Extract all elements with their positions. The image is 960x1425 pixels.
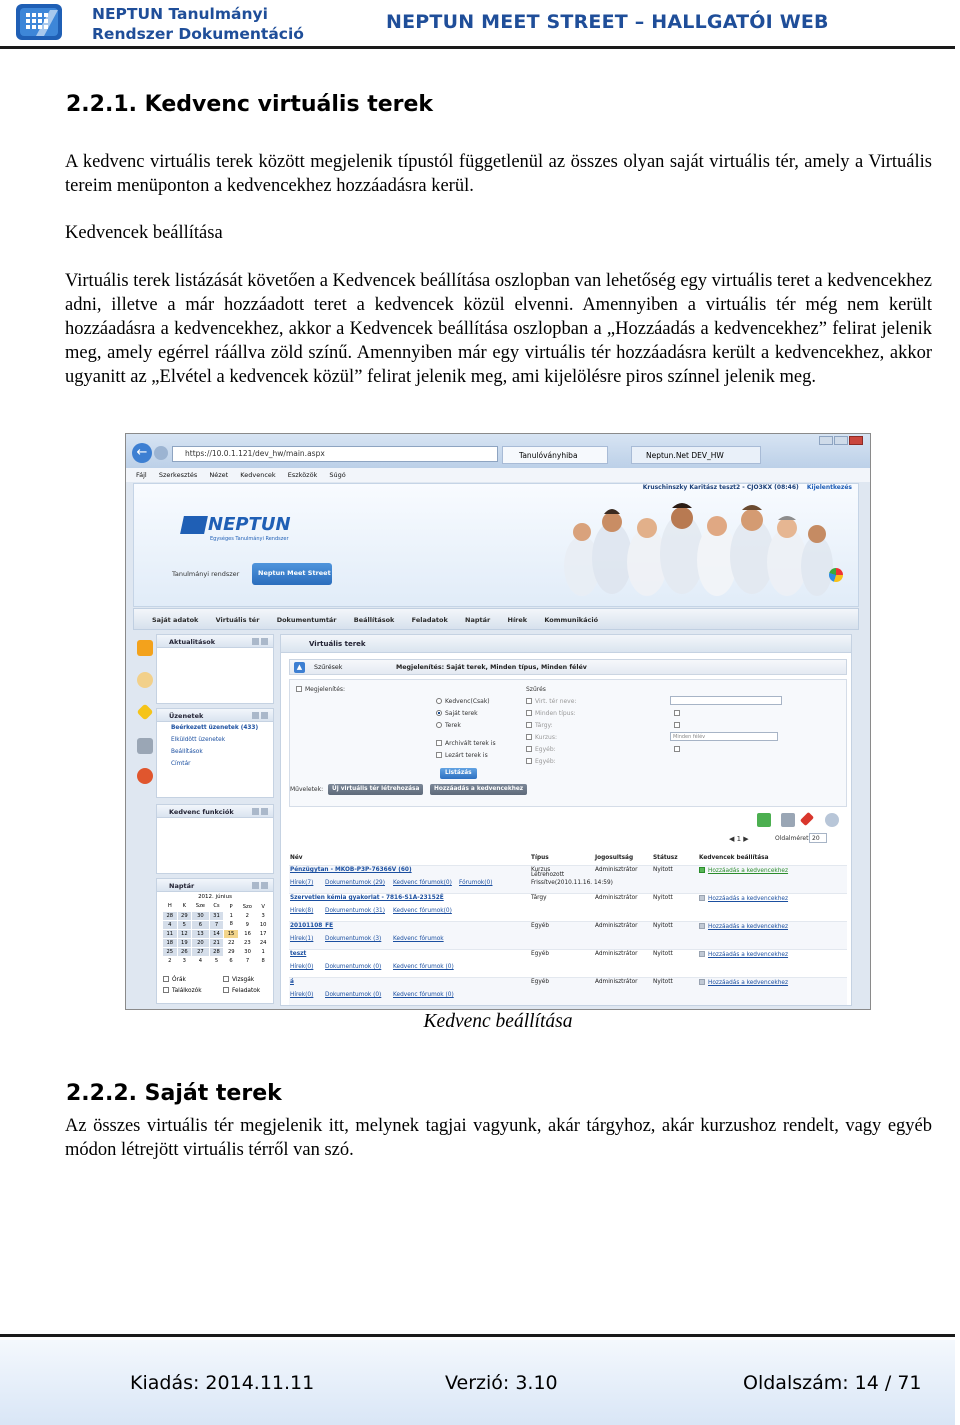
main-menu-item: Dokumentumtár (276, 616, 337, 624)
calendar-day: 28 (163, 911, 178, 920)
calendar-box (156, 878, 274, 1004)
filter-meetings (159, 986, 202, 997)
row-link-docs: Dokumentumok (3) (325, 936, 382, 942)
menu-edit: Szerkesztés (158, 471, 198, 479)
row-created: Létrehozott (531, 872, 565, 878)
browser-toolbar (126, 434, 870, 468)
col-right: Jogosultság (595, 855, 634, 861)
radio-spaces (436, 722, 461, 729)
calendar-day: 10 (259, 921, 267, 928)
address-bar: https://10.0.1.121/dev_hw/main.aspx (172, 446, 498, 462)
row-status: Nyitott (653, 923, 673, 929)
menu-favorites: Kedvencek (240, 471, 276, 479)
weekday: V (261, 903, 265, 910)
calendar-day-today: 15 (224, 929, 239, 938)
messages-box-title (157, 709, 273, 722)
row-name: 20101108_FE (290, 923, 334, 929)
section2-body: Az összes virtuális tér megjelenik itt, melynek tagjai vagyunk, akár tárgyhoz, akár kurzushoz rendelt, vagy egyéb módon létrejött virtuális térről van szó. (65, 1116, 932, 1160)
field-course (526, 734, 557, 741)
messages-sent-link: Elküldött üzenetek (171, 737, 226, 743)
left-column (156, 634, 274, 1004)
display-label (296, 686, 345, 693)
news-title: Aktualitások (169, 638, 216, 646)
calendar-day: 18 (163, 938, 178, 947)
row-name: á (290, 979, 294, 985)
calendar-day: 28 (209, 947, 224, 956)
user-info (643, 484, 852, 494)
section1-body: Virtuális terek listázását követően a Kedvencek beállítása oszlopban van lehetőség egy virtuális teret a kedvencekhez adni, illetve a már hozzáadott teret a kedvencek közül elvenni. Amennyiben a virtuális tér még nem került hozzáadásra a kedvencekhez, akkor a Kedvencek beállítása oszlopban a „Hozzáadás a kedvencekhez” felirat jelenik meg, amely egérrel ráállva zöld színű. Amennyiben már egy virtuális tér hozzáadásra került a kedvencekhez, akkor ugyanitt az „Elvétel a kedvencek közül” felirat jelenik meg, ami kijelölésre piros színnel jelenik meg. (65, 271, 933, 387)
calendar-day: 1 (229, 912, 233, 919)
filter-summary: Megjelenítés: Saját terek, Minden típus, Minden félév (396, 664, 587, 671)
filter-label: Feladatok (232, 988, 261, 994)
search-section-label: Szűrés (526, 686, 546, 693)
favorite-toggle-label: Hozzáadás a kedvencekhez (708, 952, 789, 958)
calendar-day: 6 (229, 957, 233, 964)
calendar-day: 5 (177, 920, 192, 929)
messages-title: Üzenetek (169, 712, 204, 720)
row-link-news: Hírek(1) (290, 936, 314, 942)
filter-label: Órák (172, 977, 186, 983)
calendar-day: 24 (259, 939, 267, 946)
table-row (289, 949, 847, 977)
field-label: Tárgy: (535, 722, 553, 729)
favorite-functions-title (157, 805, 273, 818)
field-label: Minden típus: (535, 710, 576, 717)
menu-help: Súgó (329, 471, 346, 479)
row-right: Adminisztrátor (595, 867, 638, 873)
virtual-spaces-panel (280, 634, 852, 1006)
row-type: Egyéb (531, 923, 550, 929)
field-other-2 (526, 758, 556, 765)
field-space-name (526, 698, 576, 705)
messages-inbox-link: Beérkezett üzenetek (433) (171, 725, 259, 731)
calendar-day: 31 (209, 911, 224, 920)
calendar-day: 30 (244, 948, 251, 955)
semester-select: Minden félév (670, 732, 778, 741)
favorite-toggle-label: Hozzáadás a kedvencekhez (708, 868, 789, 874)
header-divider (0, 46, 955, 49)
favorite-toggle-icon (699, 979, 705, 985)
calendar-day: 11 (163, 929, 178, 938)
calendar-day: 19 (177, 938, 192, 947)
row-favorite-toggle (699, 867, 788, 874)
user-name: Kruschinszky Karitász teszt2 - CJO3KX (642, 484, 773, 491)
main-menu-item: Naptár (465, 616, 491, 624)
people-photo-icon (552, 496, 838, 596)
row-link-fav-forums: Kedvenc fórumok (0) (393, 992, 454, 998)
collapse-up-icon: ▲ (294, 662, 305, 673)
calendar-day: 2 (245, 912, 249, 919)
weekday: Cs (213, 903, 220, 910)
field-subject (526, 722, 553, 729)
excel-export-icon (757, 813, 771, 827)
favorite-toggle-icon (699, 895, 705, 901)
list-button: Listázás (440, 768, 477, 779)
news-box-title (157, 635, 273, 648)
row-right: Adminisztrátor (595, 979, 638, 985)
header-doc-title (92, 4, 304, 44)
calendar-day: 29 (177, 911, 192, 920)
browser-tab-neptun: Neptun.Net DEV_HW (631, 446, 761, 464)
field-label: Kurzus: (535, 734, 558, 741)
calendar-day: 26 (177, 947, 192, 956)
calendar-day: 8 (229, 921, 233, 928)
calendar-day: 30 (192, 911, 210, 920)
calendar-day: 16 (244, 930, 251, 937)
row-name: teszt (290, 951, 307, 957)
weekday: K (182, 903, 187, 910)
table-row (289, 977, 847, 1005)
row-favorite-toggle (699, 923, 788, 930)
calendar-month: 2012. június (198, 894, 232, 900)
field-type (526, 710, 576, 717)
add-favorite-button: Hozzáadás a kedvencekhez (430, 784, 527, 795)
row-right: Adminisztrátor (595, 895, 638, 901)
calendar-day: 7 (209, 920, 224, 929)
calendar-day: 2 (168, 957, 172, 964)
row-right: Adminisztrátor (595, 923, 638, 929)
calendar-grid (162, 902, 270, 965)
filter-exams (219, 975, 254, 986)
field-other (526, 746, 556, 753)
favorite-toggle-label: Hozzáadás a kedvencekhez (708, 924, 789, 930)
row-link-news: Hírek(8) (290, 908, 314, 914)
calendar-day: 4 (163, 920, 178, 929)
calendar-day: 8 (261, 957, 265, 964)
calendar-day: 9 (245, 921, 249, 928)
row-status: Nyitott (653, 979, 673, 985)
calendar-day: 20 (192, 938, 210, 947)
row-link-news: Hírek(0) (290, 964, 314, 970)
calendar-day: 12 (177, 929, 192, 938)
weekday: H (167, 903, 172, 910)
panel-title: Virtuális terek (281, 635, 851, 653)
row-name: Pénzügytan - MKOB-P3P-76366V (60) (290, 867, 412, 873)
row-link-news: Hírek(7) (290, 880, 314, 886)
section1-intro: A kedvenc virtuális terek között megjelenik típustól függetlenül az összes olyan saját virtuális tér, amely a Virtuális tereim menüponton a kedvencekhez hozzáadásra kerül. (65, 152, 932, 196)
home-icon (137, 672, 153, 688)
logout-link: Kijelentkezés (806, 484, 852, 491)
row-name: Szervetlen kémia gyakorlat - 7816-S1A-23152É (290, 895, 444, 901)
footer-version: Verzió: 3.10 (445, 1372, 558, 1394)
news-box (156, 634, 274, 704)
row-link-docs: Dokumentumok (0) (325, 964, 382, 970)
nav-tanulmanyi-rendszer: Tanulmányi rendszer (172, 570, 240, 578)
favorite-toggle-icon (699, 923, 705, 929)
calendar-day: 27 (192, 947, 210, 956)
messages-settings-link: Beállítások (171, 749, 203, 755)
row-type: Tárgy (531, 895, 547, 901)
favorite-functions-box (156, 804, 274, 874)
actions-label: Műveletek: (290, 786, 324, 793)
calendar-day: 23 (244, 939, 251, 946)
magnifier-icon (825, 813, 839, 827)
row-link-fav-forums: Kedvenc fórumok (393, 936, 444, 942)
weekday: Szo (242, 903, 252, 910)
table-row (289, 893, 847, 921)
filter-label: Találkozók (172, 988, 202, 994)
row-favorite-toggle (699, 895, 788, 902)
filter-form (289, 679, 847, 807)
logo-wordmark: NEPTUN (208, 514, 291, 535)
favorite-toggle-icon (699, 867, 705, 873)
menu-file: Fájl (136, 471, 147, 479)
calendar-day: 25 (163, 947, 178, 956)
header-title-line1: NEPTUN Tanulmányi (92, 5, 268, 23)
footer-divider (0, 1334, 955, 1337)
logo-subtitle: Egységes Tanulmányi Rendszer (210, 536, 289, 542)
filter-label: Szűrések (314, 664, 343, 671)
row-link-docs: Dokumentumok (0) (325, 992, 382, 998)
row-link-fav-forums: Kedvenc fórumok(0) (393, 908, 452, 914)
row-type: Egyéb (531, 979, 550, 985)
calendar-day: 5 (214, 957, 219, 964)
field-label: Egyéb: (535, 746, 556, 753)
nav-meet-street: Neptun Meet Street (252, 563, 332, 585)
calendar-title (157, 879, 273, 892)
main-menu-item: Beállítások (353, 616, 395, 624)
news-icon (137, 640, 153, 656)
section-heading-2-2-1: 2.2.1. Kedvenc virtuális terek (66, 92, 434, 117)
radio-label: Terek (445, 722, 461, 729)
menu-tools: Eszközök (287, 471, 318, 479)
row-link-fav-forums: Kedvenc fórumok(0) (393, 880, 452, 886)
row-link-forums: Fórumok(0) (459, 880, 493, 886)
calendar-icon (137, 738, 153, 754)
main-menu-item: Hírek (507, 616, 528, 624)
row-updated: Frissítve(2010.11.16. 14:59) (531, 880, 613, 886)
type-checkbox (674, 710, 680, 716)
calendar-day: 1 (261, 948, 265, 955)
header-module-title: NEPTUN MEET STREET – HALLGATÓI WEB (386, 11, 829, 33)
page-size-label: Oldalméret (775, 835, 809, 842)
pie-chart-icon (829, 568, 843, 582)
filter-classes (159, 975, 186, 986)
calendar-day: 22 (227, 939, 235, 946)
row-link-fav-forums: Kedvenc fórumok (0) (393, 964, 454, 970)
favorite-toggle-icon (699, 951, 705, 957)
page-footer (0, 1340, 955, 1425)
main-menu-item: Feladatok (411, 616, 448, 624)
calendar-day: 7 (245, 957, 250, 964)
main-menu-item: Saját adatok (152, 616, 199, 624)
row-type: Egyéb (531, 951, 550, 957)
check-archived (436, 740, 496, 747)
footer-release: Kiadás: 2014.11.11 (130, 1372, 315, 1394)
calendar-day: 3 (182, 957, 186, 964)
weekday: P (229, 903, 233, 910)
row-type: Kurzus (531, 867, 551, 873)
row-favorite-toggle (699, 951, 788, 958)
chat-icon (137, 768, 153, 784)
row-status: Nyitott (653, 951, 673, 957)
radio-favorites (436, 698, 490, 705)
neptun-logo-icon (14, 2, 64, 42)
row-link-news: Hírek(0) (290, 992, 314, 998)
page-header (0, 0, 960, 50)
radio-own-spaces (436, 710, 478, 717)
col-name: Név (290, 855, 303, 861)
calendar-day: 6 (192, 920, 210, 929)
calendar-day: 17 (259, 930, 267, 937)
figure-caption: Kedvenc beállítása (423, 1011, 573, 1032)
calendar-day: 14 (209, 929, 224, 938)
print-icon (781, 813, 795, 827)
back-arrow-icon: ← (132, 443, 152, 463)
page-size-row (289, 833, 847, 847)
filter-tasks (219, 986, 260, 997)
display-label-text: Megjelenítés: (305, 686, 346, 693)
subject-checkbox (674, 722, 680, 728)
row-status: Nyitott (653, 895, 673, 901)
browser-tab-error: Tanulóványhiba (502, 446, 608, 464)
radio-label: Saját terek (445, 710, 478, 717)
pin-icon (800, 812, 814, 826)
footer-page-number: Oldalszám: 14 / 71 (743, 1372, 922, 1394)
check-label: Lezárt terek is (445, 752, 488, 759)
page-size-select: 20 (809, 833, 827, 843)
menu-view: Nézet (209, 471, 229, 479)
messages-directory-link: Címtár (171, 761, 191, 767)
neptun-site-logo (182, 514, 294, 540)
forward-arrow-icon (154, 446, 168, 460)
header-title-line2: Rendszer Dokumentáció (92, 25, 304, 43)
field-label: Virt. tér neve: (535, 698, 577, 705)
browser-menu-bar (126, 468, 870, 482)
filter-bar (289, 659, 847, 675)
radio-label: Kedvenc(Csak) (445, 698, 490, 705)
star-icon (137, 704, 154, 721)
calendar-day: 29 (227, 948, 235, 955)
calendar-day: 21 (209, 938, 224, 947)
table-row (289, 865, 847, 893)
favorite-functions-label: Kedvenc funkciók (169, 808, 234, 816)
row-link-docs: Dokumentumok (31) (325, 908, 385, 914)
table-row (289, 921, 847, 949)
other-checkbox (674, 746, 680, 752)
calendar-day: 4 (198, 957, 203, 964)
session-time: (08:46) (774, 484, 799, 491)
col-favorites: Kedvencek beállítása (699, 855, 769, 861)
window-controls (818, 436, 864, 446)
left-icon-strip (134, 638, 156, 998)
site-banner (133, 483, 859, 607)
messages-box (156, 708, 274, 798)
main-menu-item: Virtuális tér (215, 616, 260, 624)
row-link-docs: Dokumentumok (29) (325, 880, 385, 886)
embedded-screenshot (125, 433, 871, 1010)
col-status: Státusz (653, 855, 678, 861)
row-right: Adminisztrátor (595, 951, 638, 957)
row-status: Nyitott (653, 867, 673, 873)
check-label: Archivált terek is (445, 740, 496, 747)
favorite-toggle-label: Hozzáadás a kedvencekhez (708, 980, 789, 986)
favorite-toggle-label: Hozzáadás a kedvencekhez (708, 896, 789, 902)
filter-label: Vizsgák (232, 977, 255, 983)
calendar-day: 13 (192, 929, 210, 938)
weekday: Sze (195, 903, 205, 910)
site-main-menu (133, 608, 859, 630)
field-label: Egyéb: (535, 758, 556, 765)
calendar-day: 3 (261, 912, 265, 919)
section-heading-2-2-2: 2.2.2. Saját terek (66, 1081, 282, 1106)
row-favorite-toggle (699, 979, 788, 986)
neptun-mark-icon (180, 516, 208, 534)
check-closed (436, 752, 488, 759)
calendar-label: Naptár (169, 882, 195, 890)
create-space-button: Új virtuális tér létrehozása (328, 784, 423, 795)
pager-icon: ◀ 1 ▶ (729, 835, 749, 843)
section1-subheading: Kedvencek beállítása (65, 223, 223, 243)
spaces-table (289, 855, 847, 1003)
main-menu-item: Kommunikáció (544, 616, 599, 624)
col-type: Típus (531, 855, 549, 861)
space-name-input (670, 696, 782, 705)
